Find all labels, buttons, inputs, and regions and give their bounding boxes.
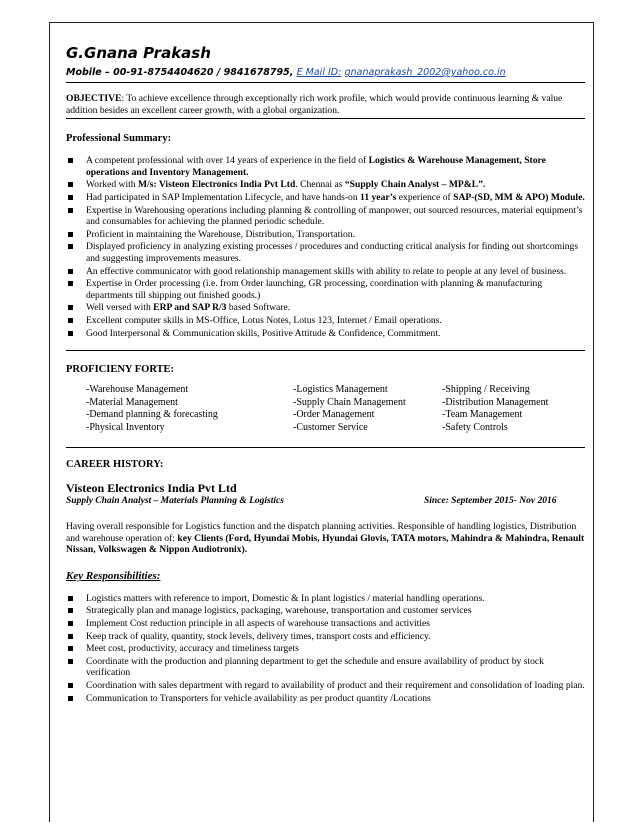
text-run: “Supply Chain Analyst – MP&L”.	[344, 179, 486, 191]
summary-item	[66, 205, 585, 228]
text-run: . Chennai as	[295, 179, 345, 191]
skill-item: -Material Management	[86, 396, 178, 408]
proficiency-divider	[66, 447, 585, 448]
summary-divider	[66, 350, 585, 351]
skill-item: -Physical Inventory	[86, 421, 165, 433]
responsibility-item: Meet cost, productivity, accuracy and timeliness targets	[66, 643, 585, 655]
resume-content	[66, 44, 585, 705]
summary-item	[66, 229, 585, 241]
text-run: based Software.	[226, 302, 291, 314]
summary-item	[66, 328, 585, 340]
text-run: Having overall responsible for Logistics function and the dispatch planning activities. Responsible of handling logistics, Distribution and warehouse operation of:	[66, 521, 577, 544]
summary-item	[66, 278, 585, 301]
responsibility-item: Logistics matters with reference to import, Domestic & In plant logistics / material handling operations.	[66, 593, 585, 605]
text-run: key Clients (Ford, Hyundai Mobis, Hyundai Glovis, TATA motors, Mahindra & Mahindra, Renault Nissan, Volkswagen & Nippon Audiotronix).	[66, 532, 585, 556]
text-run: Good Interpersonal & Communication skills, Positive Attitude & Confidence, Commitment.	[86, 327, 441, 339]
text-run: Expertise in Order processing (i.e. from Order launching, GR processing, coordination with planning & manufacturing departments till shipping out finished goods.)	[86, 278, 543, 301]
career-description	[66, 521, 585, 556]
summary-list	[66, 155, 585, 339]
skill-item: -Warehouse Management	[86, 384, 189, 396]
text-run: SAP-(SD, MM & APO) Module.	[453, 191, 585, 203]
text-run: Expertise in Warehousing operations including planning & controlling of manpower, out sourced resources, material equipment’s and consumables for achieving the planned periodic schedule.	[86, 204, 583, 228]
text-run: Proficient in maintaining the Warehouse, Distribution, Transportation.	[86, 228, 355, 240]
summary-title: Professional Summary:	[66, 133, 172, 145]
key-responsibilities-title	[66, 570, 585, 583]
responsibility-item: Coordinate with the production and planning department to get the schedule and ensure availability of product by stock verification	[66, 656, 585, 679]
text-run: M/s: Visteon Electronics India Pvt Ltd	[137, 179, 296, 191]
text-run: ERP and SAP R/3	[153, 302, 227, 314]
objective-text: : To achieve excellence through exceptionally rich work profile, which would provide continuous learning & value addition besides an excellent career growth, with a global organization.	[66, 93, 563, 116]
skill-item: -Order Management	[293, 409, 375, 421]
responsibility-item: Coordination with sales department with regard to availability of product and their requirement and consolidation of loading plan.	[66, 680, 585, 692]
summary-item	[66, 315, 585, 327]
objective-paragraph	[66, 93, 585, 116]
contact-line	[66, 66, 585, 79]
responsibility-item: Strategically plan and manage logistics, packaging, warehouse, transportation and customer services	[66, 605, 585, 617]
email-label: E Mail ID:	[296, 67, 342, 78]
text-run: Well versed with	[86, 302, 154, 314]
skill-item: -Distribution Management	[442, 396, 549, 408]
text-run: Logistics & Warehouse Management, Store operations and Inventory Management.	[86, 155, 546, 178]
role-dates: Since: September 2015- Nov 2016	[424, 496, 557, 507]
text-run: Had participated in SAP Implementation Lifecycle, and have hands-on	[86, 191, 361, 203]
career-title: CAREER HISTORY:	[66, 459, 164, 471]
summary-item	[66, 302, 585, 314]
role-line	[66, 495, 585, 507]
skills-grid	[86, 384, 585, 434]
responsibilities-list	[66, 593, 585, 704]
objective-label: OBJECTIVE	[66, 93, 122, 104]
text-run: Displayed proficiency in analyzing existing processes / procedures and conducting critical analysis for finding out shortcomings and suggesting improvements measures.	[86, 241, 579, 264]
summary-item	[66, 266, 585, 278]
text-run: A competent professional with over 14 years of experience in the field of	[86, 155, 369, 167]
text-run: Excellent computer skills in MS-Office, Lotus Notes, Lotus 123, Internet / Email operations.	[86, 314, 442, 326]
summary-item	[66, 241, 585, 264]
contact-phone: Mobile – 00-91-8754404620 / 9841678795,	[66, 67, 297, 78]
text-run: An effective communicator with good relationship management skills with ability to relate to people at any level of business.	[86, 265, 567, 277]
responsibility-item: Communication to Transporters for vehicle availability as per product quantity /Locations	[66, 693, 585, 705]
text-run: 11 year’s	[360, 191, 397, 203]
key-resp-colon: :	[156, 569, 161, 582]
candidate-name: G.Gnana Prakash	[66, 44, 211, 62]
summary-item	[66, 192, 585, 204]
skill-item: -Safety Controls	[442, 421, 508, 433]
text-run: Worked with	[86, 179, 138, 191]
text-run: experience of	[396, 191, 454, 203]
skill-item: -Customer Service	[293, 421, 368, 433]
skill-item: -Demand planning & forecasting	[86, 409, 218, 421]
summary-item	[66, 155, 585, 178]
key-resp-label: Key Responsibilities	[66, 569, 157, 582]
skill-item: -Logistics Management	[293, 384, 388, 396]
header-divider	[66, 82, 585, 83]
objective-divider	[66, 118, 585, 119]
skill-item: -Shipping / Receiving	[442, 384, 530, 396]
company-name: Visteon Electronics India Pvt Ltd	[66, 481, 237, 496]
skill-item: -Team Management	[442, 409, 523, 421]
role-title: Supply Chain Analyst – Materials Planning & Logistics	[66, 496, 284, 507]
responsibility-item: Keep track of quality, quantity, stock levels, delivery times, transport costs and efficiency.	[66, 631, 585, 643]
proficiency-title: PROFICIENY FORTE:	[66, 364, 175, 376]
email-link[interactable]: gnanaprakash_2002@yahoo.co.in	[344, 67, 506, 78]
summary-item	[66, 179, 585, 191]
responsibility-item: Implement Cost reduction principle in all aspects of warehouse transactions and activities	[66, 618, 585, 630]
skill-item: -Supply Chain Management	[293, 396, 406, 408]
